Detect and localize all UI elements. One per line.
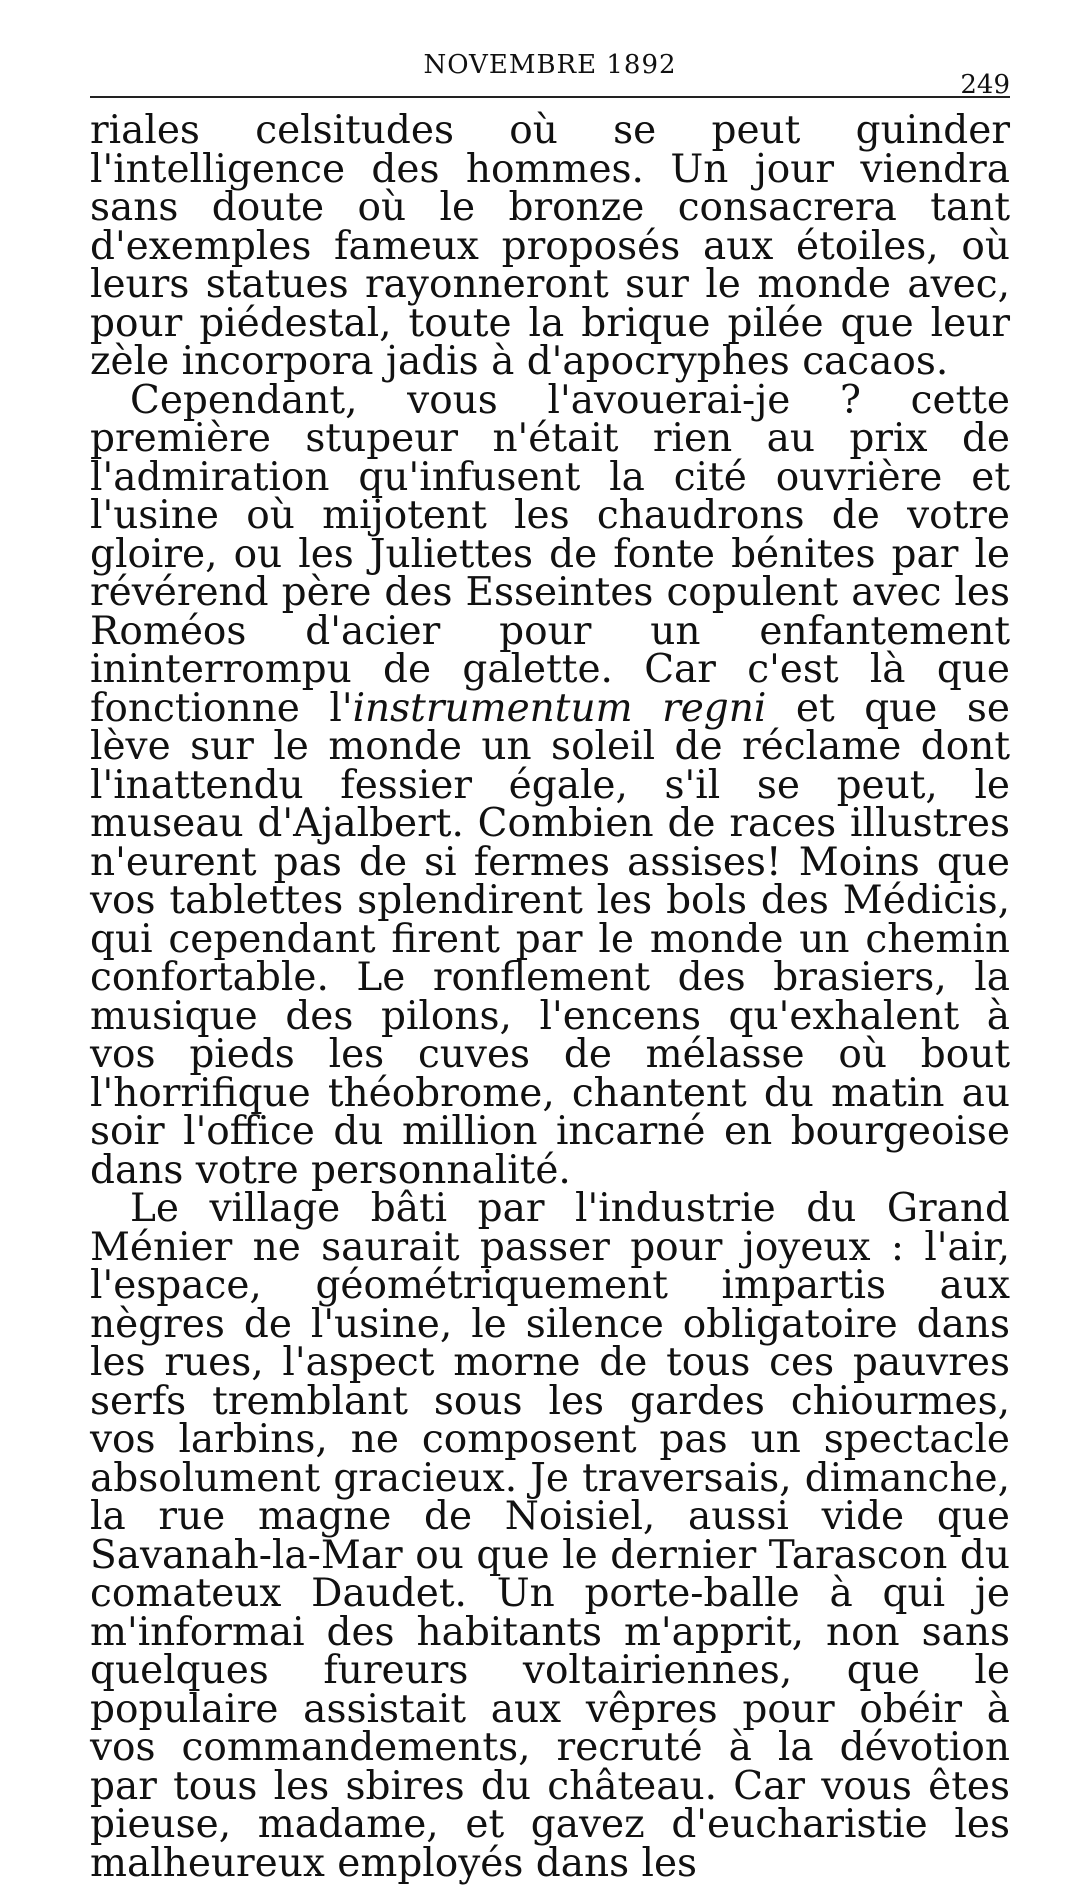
page-number: 249 xyxy=(960,70,1010,100)
book-page xyxy=(90,40,1010,1886)
paragraph-2-text-after: et que se lève sur le monde un soleil de réclame dont l'inattendu fessier égale, s'il se peut, le museau d'Ajalbert. Combien de races illustres n'eurent pas de si fermes assises! Moins que vos tablettes splendirent les bols des Médicis, qui cependant firent par le monde un chemin confortable. Le ronflement des brasiers, la musique des pilons, l'encens qu'exhalent à vos pieds les cuves de mélasse où bout l'horrifique théobrome, chantent du matin au soir l'office du million incarné en bourgeoise dans votre personnalité. xyxy=(90,685,1010,1193)
paragraph-2-text-before: Cependant, vous l'avouerai-je ? cette première stupeur n'était rien au prix de l'admiration qu'infusent la cité ouvrière et l'usine où mijotent les chaudrons de votre gloire, ou les Juliettes de fonte bénites par le révérend père des Esseintes copulent avec les Roméos d'acier pour un enfantement ininterrompu de galette. Car c'est là que fonctionne l' xyxy=(90,377,1010,731)
paragraph-2 xyxy=(90,377,1010,1193)
running-title: NOVEMBRE 1892 xyxy=(423,50,677,80)
running-head xyxy=(90,40,1010,98)
body-text xyxy=(90,108,1010,1886)
paragraph-3: Le village bâti par l'industrie du Grand Ménier ne saurait passer pour joyeux : l'air, l'espace, géométriquement impartis aux nègres de l'usine, le silence obligatoire dans les rues, l'aspect morne de tous ces pauvres serfs tremblant sous les gardes chiourmes, vos larbins, ne composent pas un spectacle absolument gracieux. Je traversais, dimanche, la rue magne de Noisiel, aussi vide que Savanah-la-Mar ou que le dernier Tarascon du comateux Daudet. Un porte-balle à qui je m'informai des habitants m'apprit, non sans quelques fureurs voltairiennes, que le populaire assistait aux vêpres pour obéir à vos commandements, recruté à la dévotion par tous les sbires du château. Car vous êtes pieuse, madame, et gavez d'eucharistie les malheureux employés dans les xyxy=(90,1186,1010,1886)
paragraph-1: riales celsitudes où se peut guinder l'intelligence des hommes. Un jour viendra sans doute où le bronze consacrera tant d'exemples fameux proposés aux étoiles, où leurs statues rayonneront sur le monde avec, pour piédestal, toute la brique pilée que leur zèle incorpora jadis à d'apocryphes cacaos. xyxy=(90,108,1010,384)
paragraph-2-italic-phrase: instrumentum regni xyxy=(352,685,767,731)
